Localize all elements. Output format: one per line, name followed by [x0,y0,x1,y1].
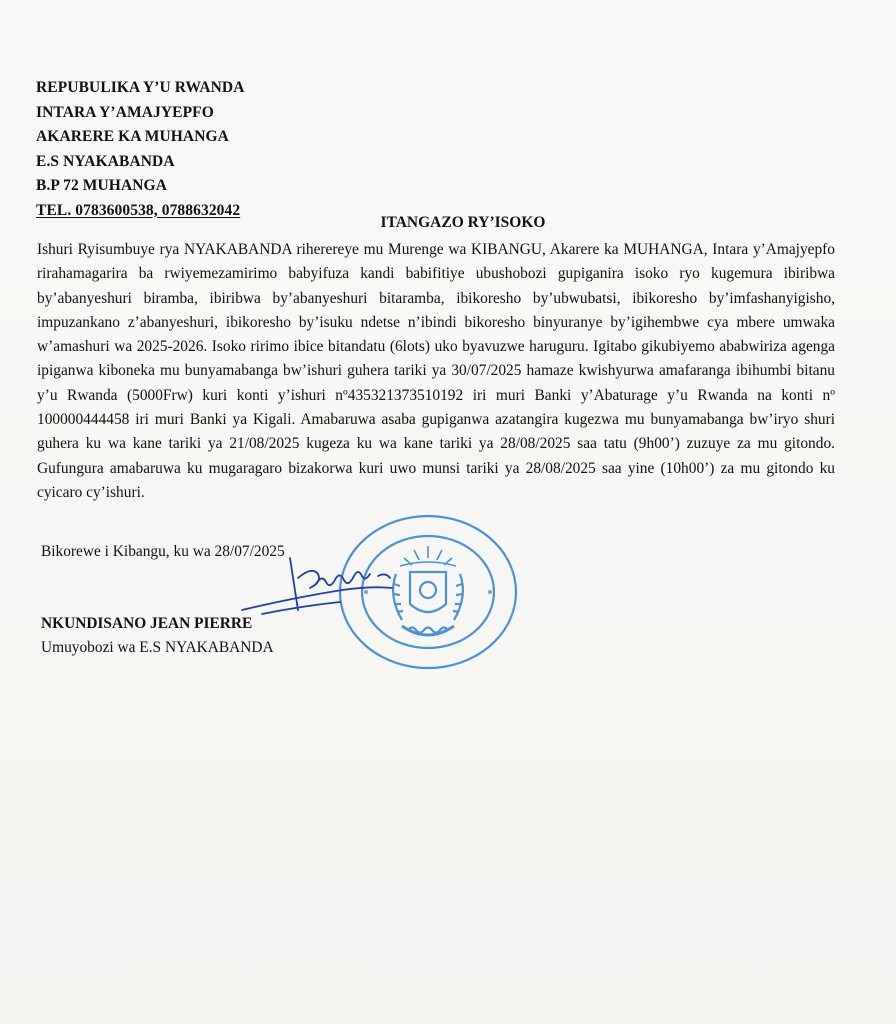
letterhead [36,76,245,223]
place-and-date: Bikorewe i Kibangu, ku wa 28/07/2025 [41,543,285,560]
letterhead-province: INTARA Y’AMAJYEPFO [36,103,214,121]
signer-role: Umuyobozi wa E.S NYAKABANDA [41,639,274,656]
letterhead-district: AKARERE KA MUHANGA [36,128,229,145]
letterhead-country: REPUBULIKA Y’U RWANDA [36,79,245,96]
signer-name: NKUNDISANO JEAN PIERRE [41,615,253,632]
document-title: ITANGAZO RY’ISOKO [380,214,546,231]
announcement-body: Ishuri Ryisumbuye rya NYAKABANDA riherereye mu Murenge wa KIBANGU, Akarere ka MUHANGA, Intara y’Amajyepfo rirahamagarira ba rwiyemezamirimo babyifuza kandi babifitiye ubushobozi gupiganira isoko ryo kugemura ibiribwa by’abanyeshuri biramba, ibiribwa by’abanyeshuri bitaramba, ibikoresho by’ubwubatsi, ibikoresho by’imfashanyigisho, impuzankano z’abanyeshuri, ibikoresho by’isuku ndetse n’ibindi bikoresho binyuranye by’igihembwe cya mbere umwaka w’amashuri wa 2025-2026. Isoko ririmo ibice bitandatu (6lots) uko byavuzwe haruguru. Igitabo gikubiyemo ababwiriza agenga ipiganwa kiboneka mu bunyamabanga bw’ishuri guhera tariki ya 30/07/2025 hamaze kwishyurwa amafaranga ibihumbi bitanu y’u Rwanda (5000Frw) kuri konti y’ishuri nº435321373510192 iri muri Banki y’Abaturage y’u Rwanda na konti nº 100000444458 iri muri Banki ya Kigali. Amabaruwa asaba gupiganwa azatangira kugezwa mu bunyamabanga bw’iryo shuri guhera ku wa kane tariki ya 21/08/2025 kugeza ku wa kane tariki ya 28/08/2025 saa tatu (9h00’) zuzuye za mu gitondo. Gufungura amabaruwa ku mugaragaro bizakorwa kuri uwo munsi tariki ya 28/08/2025 saa yine (10h00’) za mu gitondo ku cyicaro cy’ishuri. [37,241,835,501]
letterhead-school: E.S NYAKABANDA [36,152,175,170]
letterhead-postal-box: B.P 72 MUHANGA [36,177,167,194]
letterhead-phone: TEL. 0783600538, 0788632042 [36,201,241,219]
signature-icon [232,548,402,628]
